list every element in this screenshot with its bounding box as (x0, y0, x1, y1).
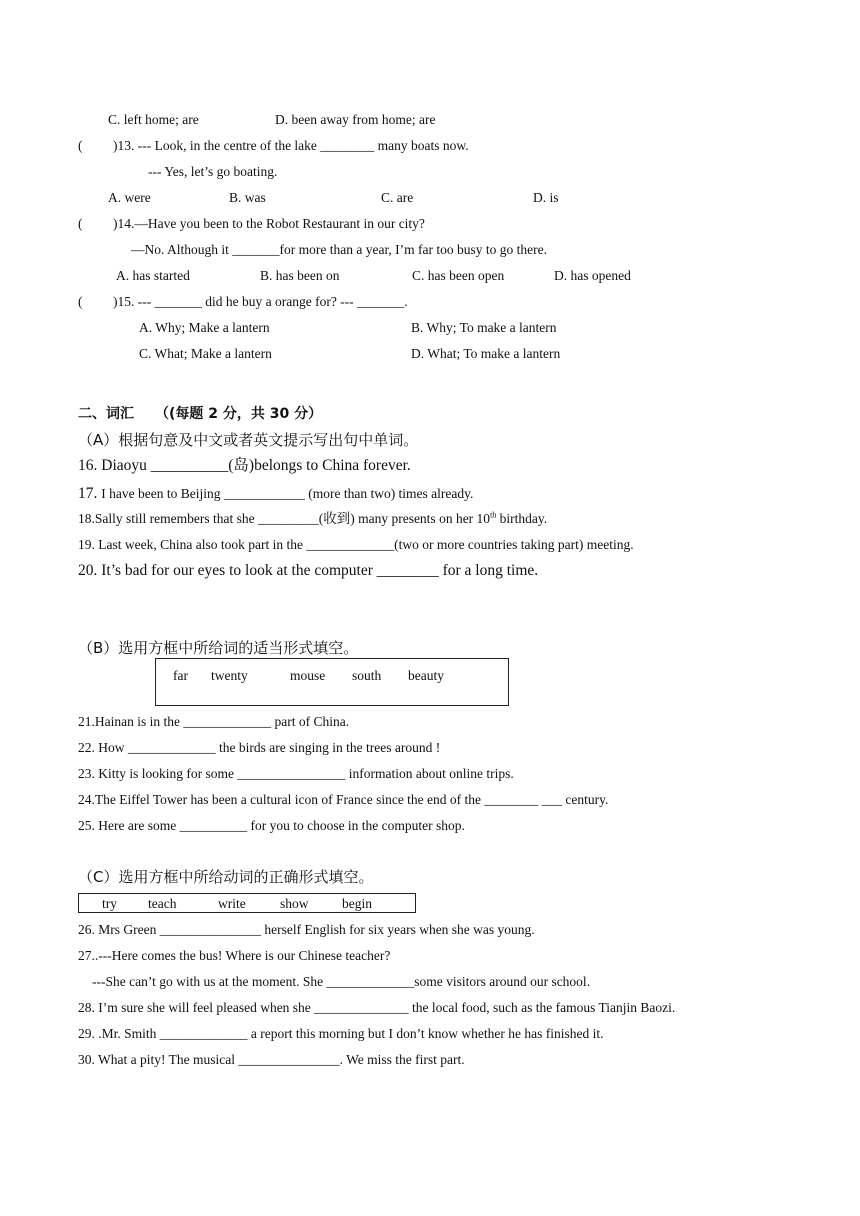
word-box-b-item: beauty (408, 668, 444, 683)
q15-option-a: A. Why; Make a lantern (139, 320, 270, 335)
q15-option-d: D. What; To make a lantern (411, 346, 561, 361)
word-box-c-item: show (280, 896, 309, 911)
question-24: 24.The Eiffel Tower has been a cultural icon of France since the end of the ________ ___ century. (78, 792, 609, 807)
q15-stem: )15. --- _______ did he buy a orange for? --- _______. (113, 294, 408, 309)
part-b-title: （B）选用方框中所给词的适当形式填空。 (78, 639, 359, 657)
question-16: 16. Diaoyu __________(岛)belongs to China forever. (78, 457, 411, 474)
word-box-c-item: begin (342, 896, 372, 911)
q14-stem: )14.—Have you been to the Robot Restaurant in our city? (113, 216, 425, 231)
part-a-title: （A）根据句意及中文或者英文提示写出句中单词。 (78, 431, 419, 449)
question-27-reply: ---She can’t go with us at the moment. She _____________some visitors around our school. (92, 974, 591, 989)
q15-answer-paren: ( (78, 294, 83, 309)
word-box-c-item: write (218, 896, 246, 911)
section-2-title: 二、词汇 (78, 406, 134, 422)
part-c-title: （C）选用方框中所给动词的正确形式填空。 (78, 868, 374, 886)
question-20: 20. It’s bad for our eyes to look at the computer ________ for a long time. (78, 562, 539, 579)
word-box-b-item: far (173, 668, 188, 683)
question-17-text: I have been to Beijing ____________ (more than two) times already. (101, 486, 474, 501)
question-18-sup: th (490, 510, 497, 520)
part-c-word-box (78, 893, 416, 913)
question-26: 26. Mrs Green _______________ herself English for six years when she was young. (78, 922, 535, 937)
question-19: 19. Last week, China also took part in the _____________(two or more countries taking part) meeting. (78, 537, 634, 552)
question-28: 28. I’m sure she will feel pleased when she ______________ the local food, such as the famous Tianjin Baozi. (78, 1000, 676, 1015)
question-29: 29. .Mr. Smith _____________ a report this morning but I don’t know whether he has finished it. (78, 1026, 604, 1041)
question-18-text: 18.Sally still remembers that she _________(收到) many presents on her 10 (78, 511, 491, 526)
q14-answer-paren: ( (78, 216, 83, 231)
q14-reply: —No. Although it _______for more than a year, I’m far too busy to go there. (131, 242, 547, 257)
word-box-b-item: twenty (211, 668, 248, 683)
part-b-word-box (155, 658, 509, 706)
word-box-c-item: try (102, 896, 117, 911)
q13-option-d: D. is (533, 190, 559, 205)
question-17-number: 17. (78, 485, 102, 502)
question-22: 22. How _____________ the birds are singing in the trees around ! (78, 740, 441, 755)
word-box-b-item: mouse (290, 668, 326, 683)
q13-option-c: C. are (381, 190, 414, 205)
word-box-c-item: teach (148, 896, 177, 911)
section-2-points: （(每题 2 分，共 30 分） (155, 406, 323, 422)
q14-option-d: D. has opened (554, 268, 631, 283)
q12-option-c: C. left home; are (108, 112, 199, 127)
q12-option-d: D. been away from home; are (275, 112, 436, 127)
q15-option-b: B. Why; To make a lantern (411, 320, 557, 335)
question-27: 27..---Here comes the bus! Where is our Chinese teacher? (78, 948, 391, 963)
q14-option-b: B. has been on (260, 268, 340, 283)
question-17 (78, 484, 473, 504)
q13-answer-paren: ( (78, 138, 83, 153)
question-23: 23. Kitty is looking for some ________________ information about online trips. (78, 766, 514, 781)
question-18-tail: birthday. (496, 511, 548, 526)
q13-option-b: B. was (229, 190, 266, 205)
question-25: 25. Here are some __________ for you to choose in the computer shop. (78, 818, 465, 833)
question-21: 21.Hainan is in the _____________ part of China. (78, 714, 350, 729)
question-30: 30. What a pity! The musical _______________. We miss the first part. (78, 1052, 465, 1067)
q14-option-c: C. has been open (412, 268, 505, 283)
q15-option-c: C. What; Make a lantern (139, 346, 272, 361)
q13-option-a: A. were (108, 190, 151, 205)
q13-reply: --- Yes, let’s go boating. (148, 164, 278, 179)
question-18 (78, 510, 547, 528)
q13-stem: )13. --- Look, in the centre of the lake ________ many boats now. (113, 138, 469, 153)
word-box-b-item: south (352, 668, 382, 683)
q14-option-a: A. has started (116, 268, 190, 283)
